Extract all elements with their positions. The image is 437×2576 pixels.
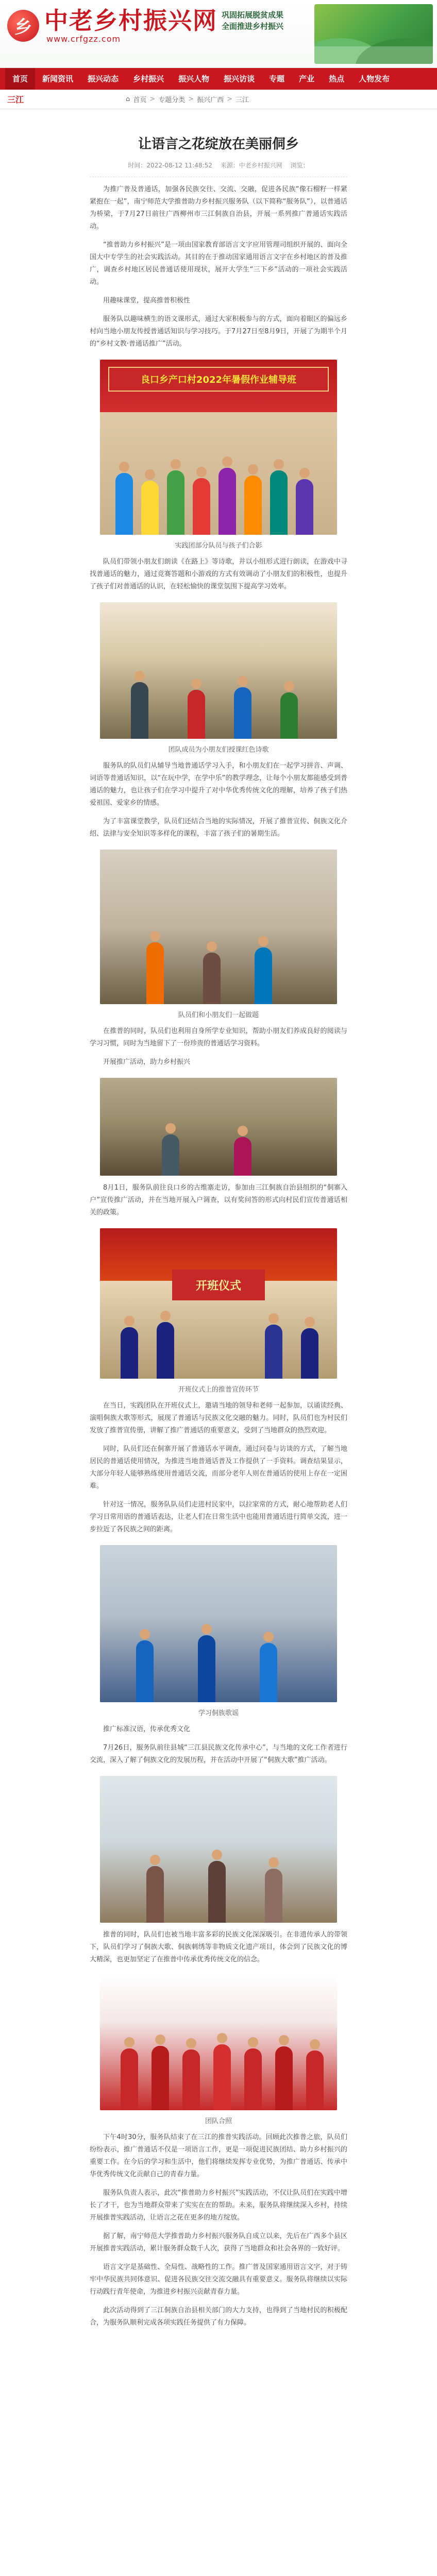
paragraph: 同时，队员们还在侗寨开展了普通话水平调查，通过问卷与访谈的方式，了解当地居民的普通话使用情况，为推进当地普通话普及工作提供了一手资料。调查结果显示，大部分年轻人能够熟练使用普通话交流，而部分老年人则在普通话的使用上存在一定困难。 [90, 1445, 347, 1490]
photo-banner-text: 开班仪式 [172, 1269, 265, 1300]
section-heading: 开展推广活动，助力乡村振兴 [103, 1058, 191, 1066]
site-logo[interactable] [7, 7, 217, 44]
article-meta [90, 161, 347, 177]
paragraph: 服务队以趣味横生的语文课形式，通过大家积极参与的方式，面向着眼区的偏远乡村向当地小朋友传授普通话知识与学习技巧。于7月27日至8月9日，开展了为期半个月的“乡村文教·普通话推广”活动。 [90, 315, 347, 348]
paragraph: 服务队的队员们从辅导当地普通话学习入手，和小朋友们在一起学习拼音、声调、词语等普通话知识，以“在玩中学，在学中乐”的教学理念，让每个小朋友都能感受到普通话的魅力，也让孩子们在学习中提升了对中华优秀传统文化的理解，培养了孩子们热爱祖国、爱家乡的情感。 [90, 762, 347, 807]
site-name: 中老乡村振兴网 [44, 7, 217, 35]
article-views: 浏览： [290, 162, 309, 169]
photo-banner-text: 良口乡产口村2022年暑假作业辅导班 [108, 367, 329, 392]
article-date: 时间：2022-08-12 11:48:52 [128, 162, 212, 169]
paragraph: “推普助力乡村振兴”是一项由国家教育部语言文字应用管理司组织开展的、面向全国大中专学生的社会实践活动。其目的在于推动国家通用语言文字在乡村地区的普及推广，调查乡村地区居民普通话使用现状，展开大学生“三下乡”活动的一项社会实践活动。 [90, 241, 347, 286]
nav-item-people[interactable]: 振兴人物 [178, 74, 210, 83]
main-nav [0, 68, 437, 90]
paragraph: 在当日，实践团队在开班仪式上，邀请当地的领导和老师一起参加，以诵读经典、演唱侗族大歌等形式，展现了普通话与民族文化交融的魅力。同时，队员们也为村民们发放了推普宣传册，讲解了推广普通话的重要意义，受到了当地群众的热烈欢迎。 [90, 1402, 347, 1434]
paragraph: 7月26日，服务队前往县城“三江县民族文化传承中心”，与当地的文化工作者进行交流，深入了解了侗族文化的发展历程，并在活动中开展了“侗族大歌”推广活动。 [90, 1744, 347, 1764]
slogan-line-2: 全面推进乡村振兴 [222, 22, 284, 31]
nav-item-industry[interactable]: 产业 [299, 74, 315, 83]
photo-caption: 团队成员为小朋友们授课红色诗歌 [168, 746, 269, 754]
photo-caption: 开班仪式上的推普宣传环节 [178, 1386, 259, 1394]
logo-emblem-icon: 乡 [7, 10, 39, 42]
breadcrumb-row [0, 90, 437, 109]
article-title: 让语言之花绽放在美丽侗乡 [138, 137, 299, 152]
photo-caption: 实践团部分队员与孩子们合影 [175, 542, 262, 550]
paragraph: 8月1日，服务队前往良口乡的古维寨走访，参加由三江侗族自治县组织的“侗寨入户”宣传推广活动，并在当地开展入户调查，以有奖问答的形式向村民们宣传普通话相关的政策。 [90, 1184, 347, 1216]
article [90, 109, 347, 2329]
paragraph: 服务队负责人表示，此次“推普助力乡村振兴”实践活动，不仅让队员们在实践中增长了才干，也为当地群众带来了实实在在的帮助。未来，服务队将继续深入乡村，持续开展推普实践活动，让语言之花在更多的地方绽放。 [90, 2189, 347, 2222]
article-photo [100, 1228, 337, 1379]
paragraph: 为推广普及普通话，加强各民族交往、交流、交融，促进各民族“像石榴籽一样紧紧抱在一起”，南宁师范大学推普助力乡村振兴服务队（以下简称“服务队”），以普通话为桥梁，于7月27日前往广西柳州市三江侗族自治县，开展一系列推广普通话实践活动。 [90, 185, 347, 230]
paragraph: 为了丰富课堂教学，队员们还结合当地的实际情况，开展了推普宣传、侗族文化介绍、法律与安全知识等多样化的课程，丰富了孩子们的暑期生活。 [90, 818, 347, 838]
paragraph: 据了解，南宁师范大学推普助力乡村振兴服务队自成立以来，先后在广西多个县区开展推普实践活动，累计服务群众数千人次，获得了当地群众和社会各界的一致好评。 [90, 2232, 347, 2252]
site-url: www.crfgzz.com [46, 34, 121, 44]
article-photo [100, 850, 337, 1004]
section-title: 三江 [7, 95, 24, 105]
article-photo [100, 1545, 337, 1702]
paragraph: 针对这一情况，服务队队员们走进村民家中，以拉家常的方式，耐心地帮助老人们学习日常用语的普通话表达，让老人们在日常生活中也能用普通话进行简单交流，进一步拉近了各民族之间的距离。 [90, 1501, 347, 1533]
nav-item-dynamics[interactable]: 振兴动态 [88, 74, 119, 83]
article-photo [100, 1078, 337, 1176]
photo-caption: 学习侗族歌谣 [198, 1709, 239, 1717]
paragraph: 下午4时30分，服务队结束了在三江的推普实践活动。回顾此次推普之旅，队员们纷纷表示，推广普通话不仅是一项语言工作，更是一项促进民族团结、助力乡村振兴的重要工作。在今后的学习和生活中，他们将继续发挥专业优势，为推广普通话、传承中华优秀传统文化贡献自己的青春力量。 [90, 2133, 347, 2178]
article-photo [100, 1975, 337, 2110]
article-photo [100, 602, 337, 739]
nav-item-interview[interactable]: 振兴访谈 [224, 74, 255, 83]
paragraph: 在推普的同时，队员们也利用自身所学专业知识，帮助小朋友们养成良好的阅读与学习习惯，同时为当地留下了一份珍贵的普通话学习资料。 [90, 1027, 347, 1047]
breadcrumb-topics[interactable]: 专题分类 [158, 96, 186, 104]
slogan-line-1: 巩固拓展脱贫成果 [222, 10, 284, 20]
header-banner-image [314, 4, 433, 64]
nav-item-topics[interactable]: 专题 [269, 74, 285, 83]
nav-item-news[interactable]: 新闻资讯 [42, 74, 74, 83]
breadcrumb-sanjiang[interactable]: 三江 [236, 96, 249, 104]
section-heading: 用趣味课堂，提高推普积极性 [103, 297, 191, 304]
nav-item-rural-revival[interactable]: 乡村振兴 [133, 74, 164, 83]
nav-item-hot[interactable]: 热点 [329, 74, 345, 83]
breadcrumb: ⌂ 首页 > 专题分类 > 振兴广西 > 三江 [126, 95, 249, 104]
site-header [0, 0, 437, 68]
photo-caption: 队员们和小朋友们一起做题 [178, 1011, 259, 1019]
article-photo [100, 360, 337, 535]
section-heading: 推广标准汉语，传承优秀文化 [103, 1725, 191, 1733]
header-slogan [222, 9, 309, 32]
photo-caption: 团队合照 [205, 2117, 232, 2125]
breadcrumb-guangxi[interactable]: 振兴广西 [197, 96, 224, 104]
paragraph: 推普的同时，队员们也被当地丰富多彩的民族文化深深吸引。在非遗传承人的带领下，队员们学习了侗族大歌、侗族刺绣等非物质文化遗产项目，体会到了民族文化的博大精深，也更加坚定了在推普中传承优秀传统文化的信念。 [90, 1931, 347, 1963]
paragraph: 语言文字是基础性、全局性、战略性的工作。推广普及国家通用语言文字，对于铸牢中华民族共同体意识、促进各民族交往交流交融具有重要意义。服务队将继续以实际行动践行青年使命，为推进乡村振兴贡献青春力量。 [90, 2263, 347, 2296]
article-body [90, 183, 347, 2329]
paragraph: 此次活动得到了三江侗族自治县相关部门的大力支持，也得到了当地村民的积极配合，为服务队顺利完成各项实践任务提供了有力保障。 [90, 2307, 347, 2327]
breadcrumb-home[interactable]: 首页 [133, 96, 147, 104]
article-photo [100, 1776, 337, 1923]
home-icon: ⌂ [126, 95, 130, 103]
article-source: 来源：中老乡村振兴网 [220, 162, 282, 169]
nav-item-people-release[interactable]: 人物发布 [359, 74, 390, 83]
paragraph: 队员们带领小朋友们朗读《在路上》等诗歌，并以小组形式进行朗读，在游戏中寻找普通话的魅力，通过竞赛答题和小游戏的方式有效调动了小朋友们的积极性，也提升了孩子们对普通话的认识，在轻松愉快的课堂氛围下提高学习效率。 [90, 558, 347, 590]
nav-item-home[interactable]: 首页 [5, 68, 35, 90]
